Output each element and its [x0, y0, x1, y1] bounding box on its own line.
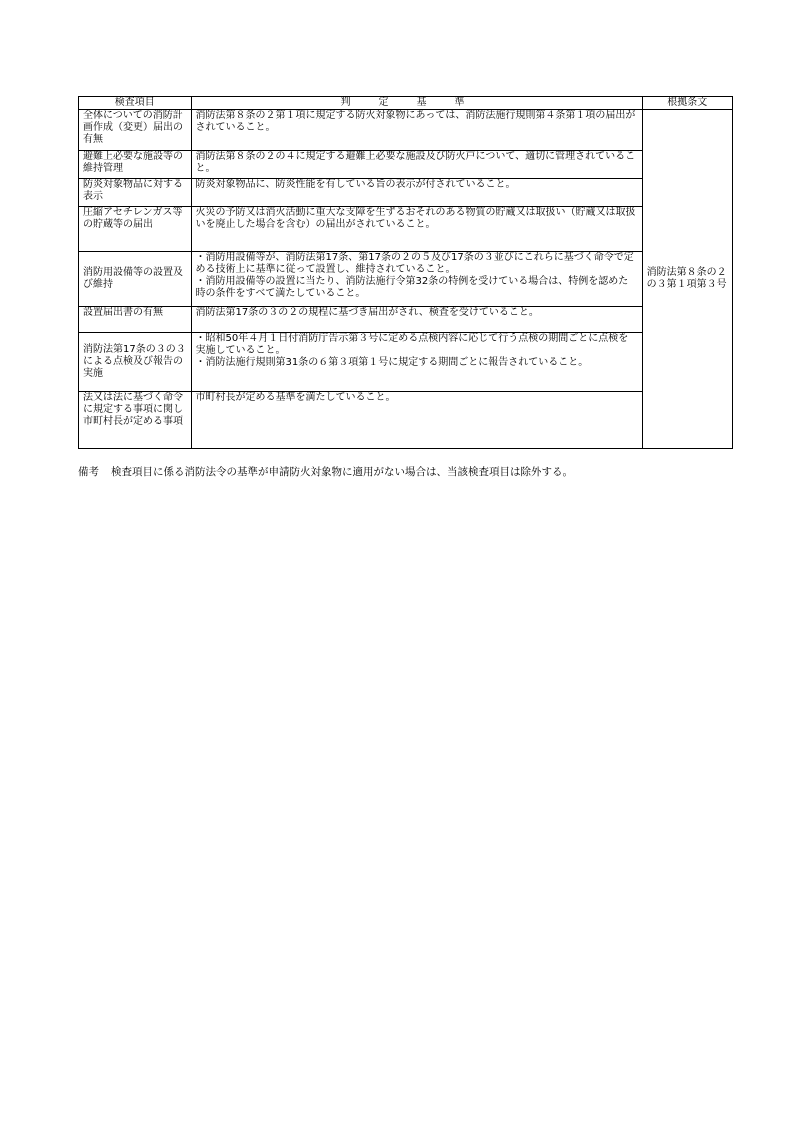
- criteria-line: 火災の予防又は消火活動に重大な支障を生ずるおそれのある物質の貯蔵又は取扱い（貯蔵又は取扱いを廃止した場合を含む）の届出がされていること。: [195, 207, 636, 230]
- row-criteria: [191, 179, 642, 207]
- table-header-row: [79, 97, 733, 110]
- row-item: 消防法第17条の３の３による点検及び報告の実施: [79, 333, 192, 392]
- criteria-line: ・消防法施行規則第31条の６第３項第１号に規定する期間ごとに報告されていること。: [195, 357, 589, 368]
- criteria-line: ・消防用設備等が、消防法第17条、第17条の２の５及び17条の３並びにこれらに基づく命令で定める技術上に基準に従って設置し、維持されていること。: [195, 252, 634, 275]
- criteria-line: ・消防用設備等の設置に当たり、消防法施行令第32条の特例を受けている場合は、特例を認めた時の条件をすべて満たしていること。: [195, 276, 629, 299]
- row-item: 防炎対象物品に対する表示: [79, 179, 192, 207]
- inspection-table: [78, 96, 733, 449]
- row-criteria: [191, 151, 642, 179]
- remark-text: 検査項目に係る消防法令の基準が申請防火対象物に適用がない場合は、当該検査項目は除外する。: [111, 466, 573, 478]
- table-row: [79, 110, 733, 151]
- row-item: 圧縮アセチレンガス等の貯蔵等の届出: [79, 207, 192, 252]
- table-row: [79, 207, 733, 252]
- table-row: [79, 333, 733, 392]
- basis-cell: 消防法第８条の２の３第１項第３号: [642, 110, 732, 449]
- row-item: 法又は法に基づく命令に規定する事項に関し市町村長が定める事項: [79, 392, 192, 449]
- table-row: [79, 252, 733, 307]
- table-row: [79, 392, 733, 449]
- row-criteria: [191, 110, 642, 151]
- table-row: [79, 307, 733, 333]
- remark-note: [78, 466, 573, 479]
- header-criteria: 判定基準: [191, 97, 642, 110]
- criteria-line: ・昭和50年４月１日付消防庁告示第３号に定める点検内容に応じて行う点検の期間ごとに点検を実施していること。: [195, 333, 629, 356]
- criteria-line: 市町村長が定める基準を満たしていること。: [195, 392, 396, 403]
- row-criteria: [191, 307, 642, 333]
- row-criteria: [191, 392, 642, 449]
- row-criteria: [191, 207, 642, 252]
- header-item: 検査項目: [79, 97, 192, 110]
- row-item: 全体についての消防計画作成（変更）届出の有無: [79, 110, 192, 151]
- header-basis: 根拠条文: [642, 97, 732, 110]
- criteria-line: 消防法第17条の３の２の規程に基づき届出がされ、検査を受けていること。: [195, 307, 539, 318]
- criteria-line: 防炎対象物品に、防炎性能を有している旨の表示が付されていること。: [195, 179, 516, 190]
- table-row: [79, 179, 733, 207]
- remark-label: 備考: [78, 466, 99, 478]
- row-criteria: [191, 252, 642, 307]
- row-item: 設置届出書の有無: [79, 307, 192, 333]
- table-row: [79, 151, 733, 179]
- criteria-line: 消防法第８条の２第１項に規定する防火対象物にあっては、消防法施行規則第４条第１項の届出がされていること。: [195, 110, 636, 133]
- criteria-line: 消防法第８条の２の４に規定する避難上必要な施設及び防火戸について、適切に管理されていること。: [195, 151, 636, 174]
- row-criteria: [191, 333, 642, 392]
- row-item: 避難上必要な施設等の維持管理: [79, 151, 192, 179]
- row-item: 消防用設備等の設置及び維持: [79, 252, 192, 307]
